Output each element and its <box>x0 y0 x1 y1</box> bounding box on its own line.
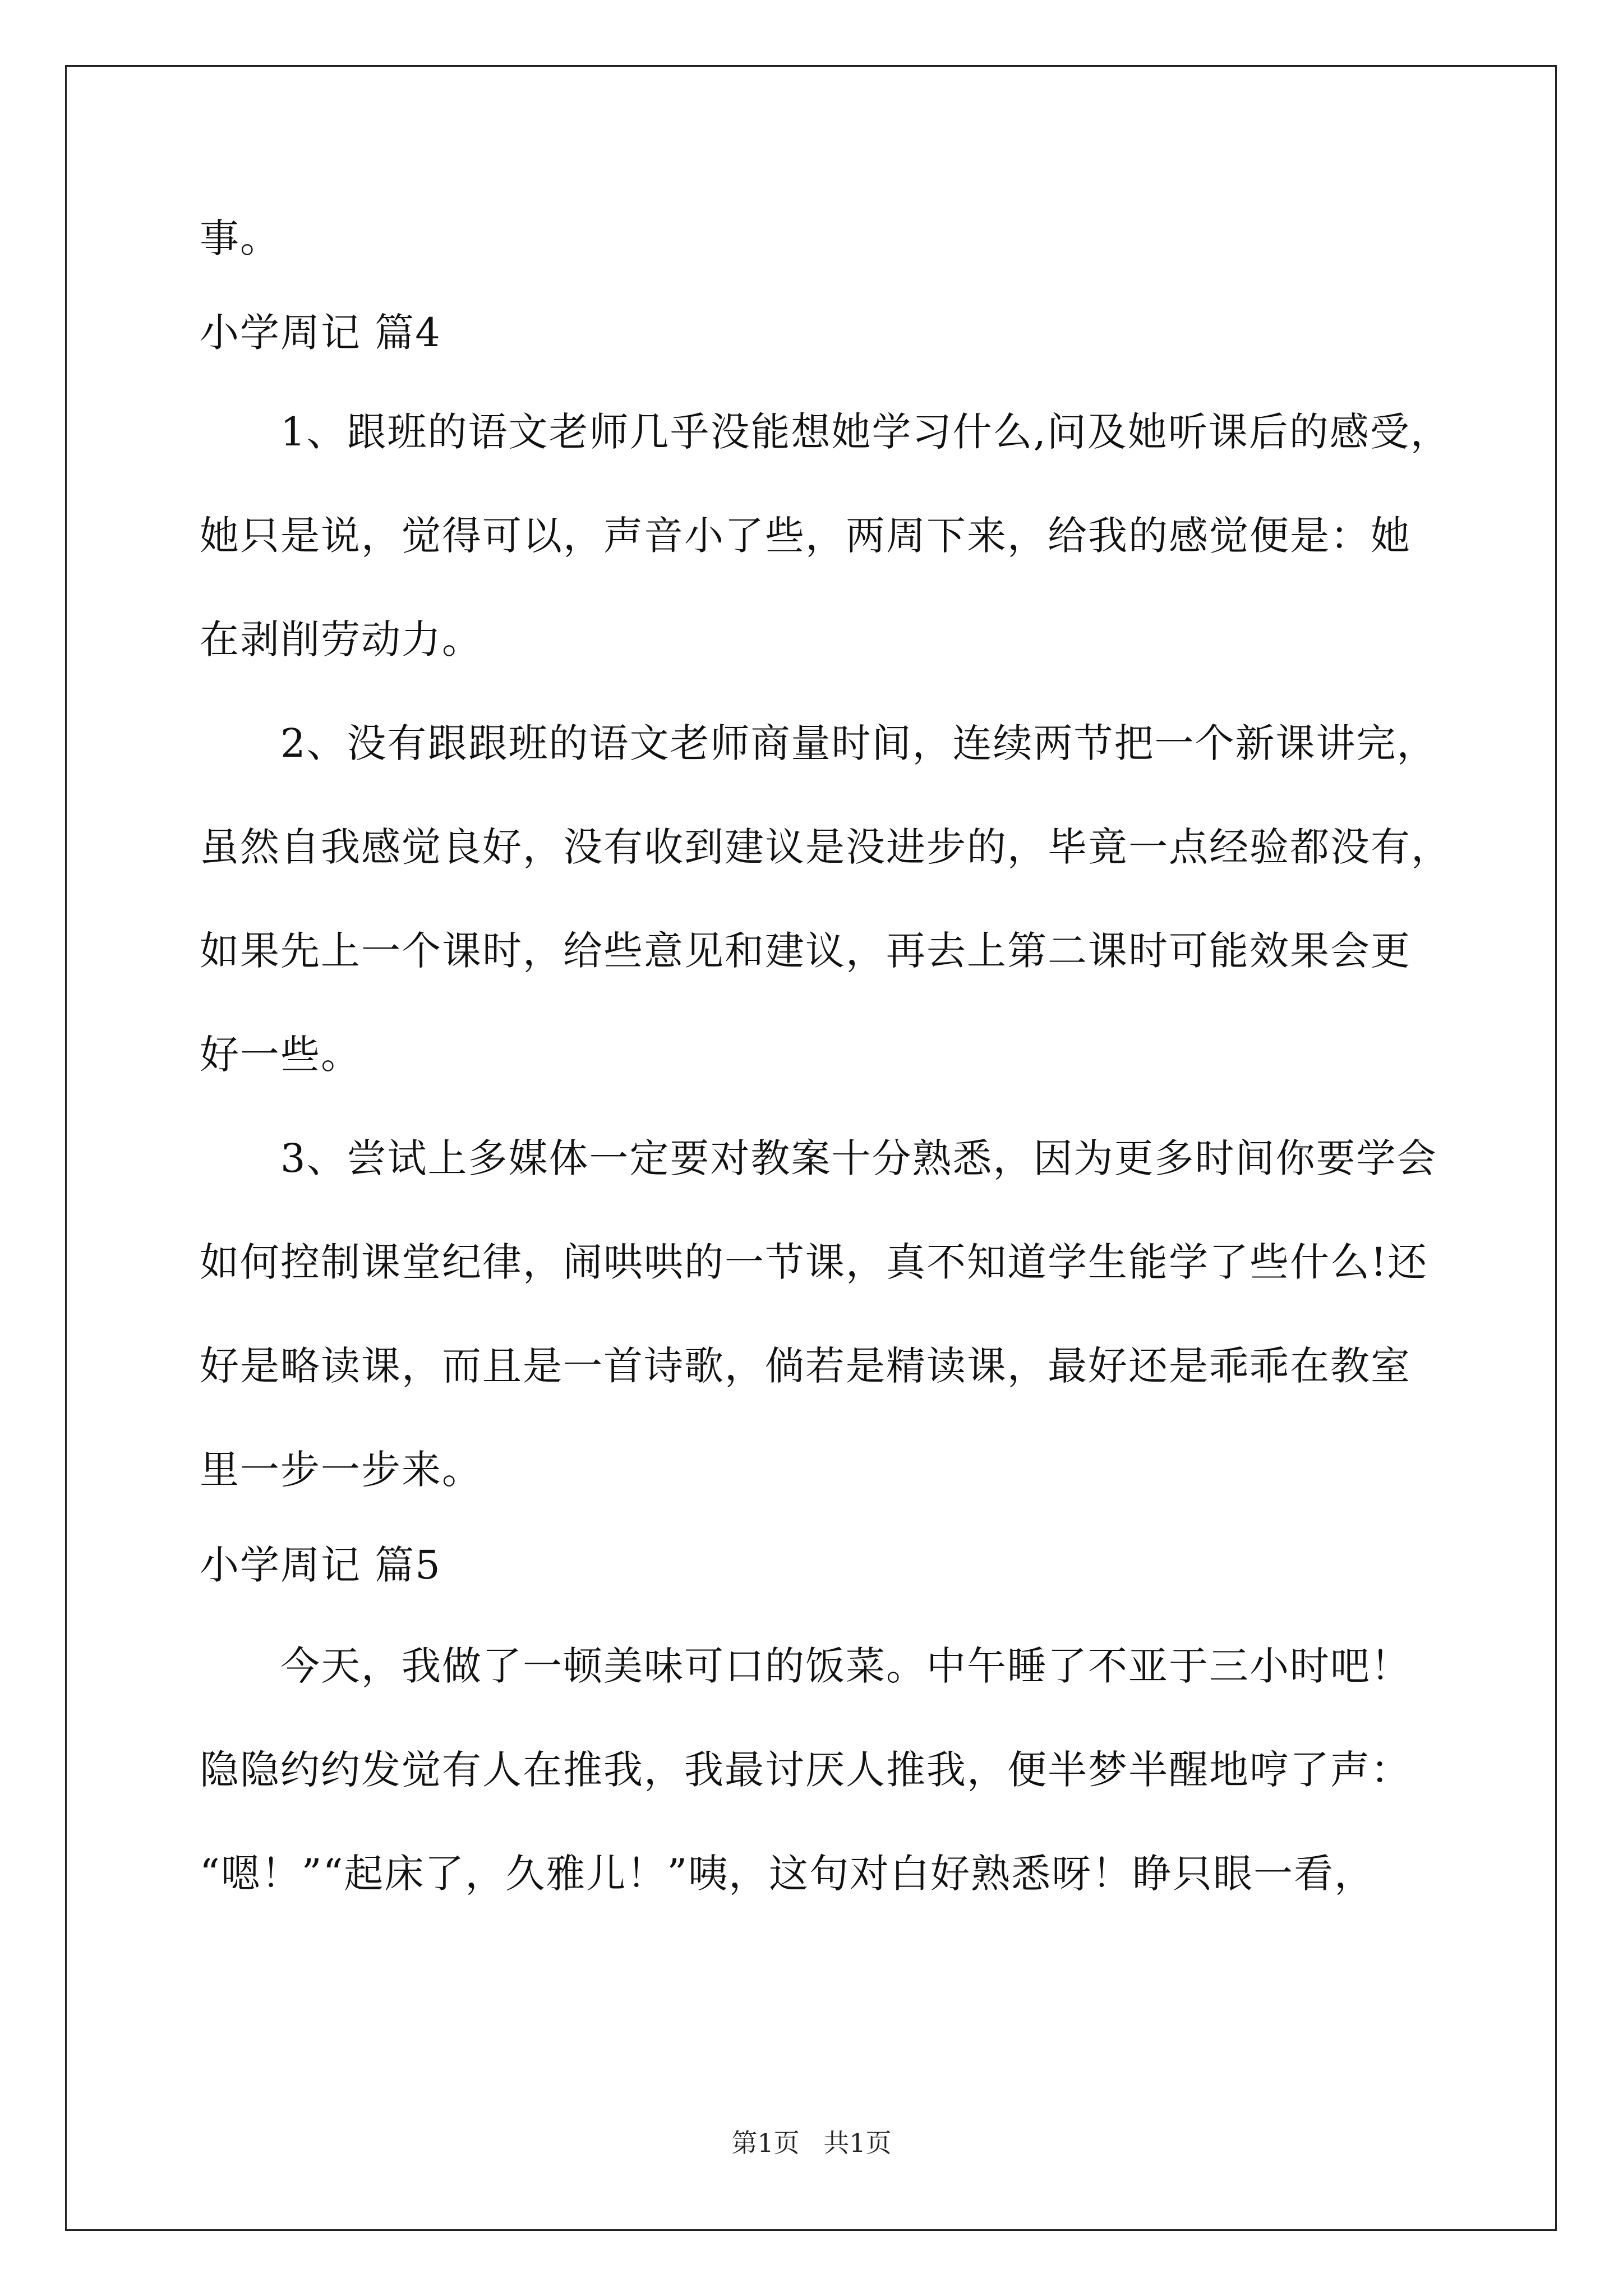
text-line: 虽然自我感觉良好，没有收到建议是没进步的，毕竟一点经验都没有， <box>200 824 1451 870</box>
text-line: 在剥削劳动力。 <box>200 616 482 662</box>
text-line: 3、尝试上多媒体一定要对教案十分熟悉，因为更多时间你要学会 <box>200 1135 1437 1181</box>
text-line: 事。 <box>200 215 280 261</box>
text-line: 里一步一步来。 <box>200 1447 482 1493</box>
text-line: 如果先上一个课时，给些意见和建议，再去上第二课时可能效果会更 <box>200 928 1411 974</box>
text-line: 如何控制课堂纪律，闹哄哄的一节课，真不知道学生能学了些什么!还 <box>200 1239 1428 1285</box>
text-line: 隐隐约约发觉有人在推我，我最讨厌人推我，便半梦半醒地哼了声： <box>200 1747 1411 1793</box>
page-footer <box>0 2126 1623 2160</box>
page-total: 共1页 <box>823 2128 892 2158</box>
text-line: 好是略读课，而且是一首诗歌，倘若是精读课，最好还是乖乖在教室 <box>200 1343 1411 1389</box>
section-heading: 小学周记 篇5 <box>200 1542 441 1588</box>
text-line: “嗯！”“起床了，久雅儿！”咦，这句对白好熟悉呀！睁只眼一看， <box>200 1851 1375 1897</box>
section-heading: 小学周记 篇4 <box>200 310 441 356</box>
text-line: 好一些。 <box>200 1032 361 1078</box>
page-number: 第1页 <box>731 2128 800 2158</box>
text-line: 今天，我做了一顿美味可口的饭菜。中午睡了不亚于三小时吧！ <box>200 1643 1411 1689</box>
text-line: 1、跟班的语文老师几乎没能想她学习什么,问及她听课后的感受， <box>200 409 1451 455</box>
text-line: 2、没有跟跟班的语文老师商量时间，连续两节把一个新课讲完， <box>200 720 1437 766</box>
text-line: 她只是说，觉得可以，声音小了些，两周下来，给我的感觉便是：她 <box>200 513 1411 559</box>
